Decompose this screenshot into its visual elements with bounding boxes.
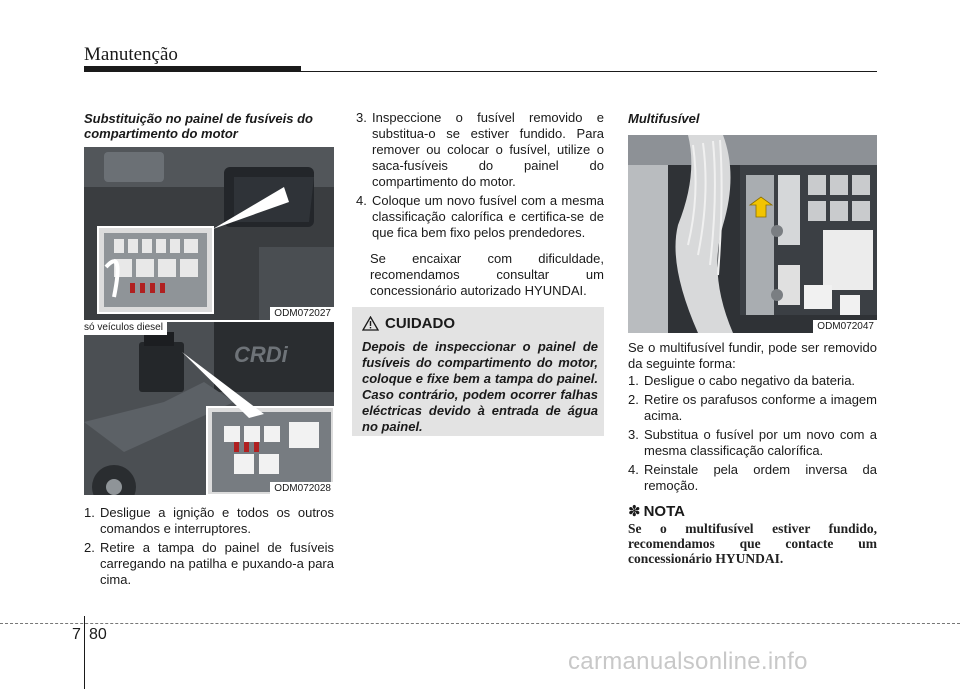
caution-text: Depois de inspeccionar o painel de fusíveis do compartimento do motor, coloque e fixe bem a tampa do painel. Caso contrário, podem ocorrer falhas eléctricas devido à entrada de água no painel. (362, 339, 598, 434)
list-item: 3. Substitua o fusível por um novo com a mesma classificação calorífica. (628, 427, 877, 458)
watermark: carmanualsonline.info (568, 648, 808, 675)
svg-text:CRDi: CRDi (234, 342, 288, 367)
right-steps-list (628, 373, 877, 497)
section-title-multifuse: Multifusível (628, 111, 700, 126)
multifuse-intro: Se o multifusível fundir, pode ser removido da seguinte forma: (628, 340, 877, 371)
image-label-1: ODM072027 (270, 307, 334, 320)
list-item: 2. Retire a tampa do painel de fusíveis carregando na patilha e puxando-a para cima. (84, 540, 334, 587)
list-item: 2. Retire os parafusos conforme a imagem acima. (628, 392, 877, 423)
warning-icon (362, 316, 379, 331)
footer-rule (0, 623, 960, 624)
middle-steps-list (356, 110, 604, 244)
section-number: 7 (72, 626, 81, 643)
caution-title: CUIDADO (385, 315, 455, 332)
header-rule (84, 71, 877, 72)
asterisk-icon: ✽ (628, 503, 641, 520)
caution-header (362, 315, 455, 332)
list-item: 3. Inspeccione o fusível removido e substitua-o se estiver fundido. Para remover ou colocar o fusível, utilize o saca-fusíveis do painel do compartimento do motor. (356, 110, 604, 189)
left-steps-list (84, 505, 334, 591)
engine-fuse-panel-photo (84, 147, 334, 320)
list-item: 4. Coloque um novo fusível com a mesma classificação calorífica e certifica-se de que fica bem fixo pelos prendedores. (356, 193, 604, 240)
footer-divider (84, 616, 85, 689)
diesel-fuse-panel-photo (84, 322, 334, 495)
nota-title: NOTA (643, 502, 685, 520)
section-title-engine-fuse: Substituição no painel de fusíveis do compartimento do motor (84, 111, 313, 141)
diesel-only-tag: só veículos diesel (84, 322, 167, 335)
list-item: 1. Desligue o cabo negativo da bateria. (628, 373, 856, 388)
caution-box (352, 307, 604, 436)
image-label-3: ODM072047 (813, 320, 877, 333)
list-item: 1. Desligue a ignição e todos os outros comandos e interruptores. (84, 505, 334, 536)
image-label-2: ODM072028 (270, 482, 334, 495)
page-number: 80 (89, 626, 107, 643)
list-item: 4. Reinstale pela ordem inversa da remoção. (628, 462, 877, 493)
page-header-title: Manutenção (84, 44, 178, 65)
middle-note: Se encaixar com dificuldade, recomendamos consultar um concessionário autorizado HYUNDAI. (370, 251, 604, 298)
nota-header (628, 502, 685, 520)
multifuse-photo (628, 135, 877, 333)
nota-text: Se o multifusível estiver fundido, recomendamos que contacte um concessionário HYUNDAI. (628, 521, 877, 566)
